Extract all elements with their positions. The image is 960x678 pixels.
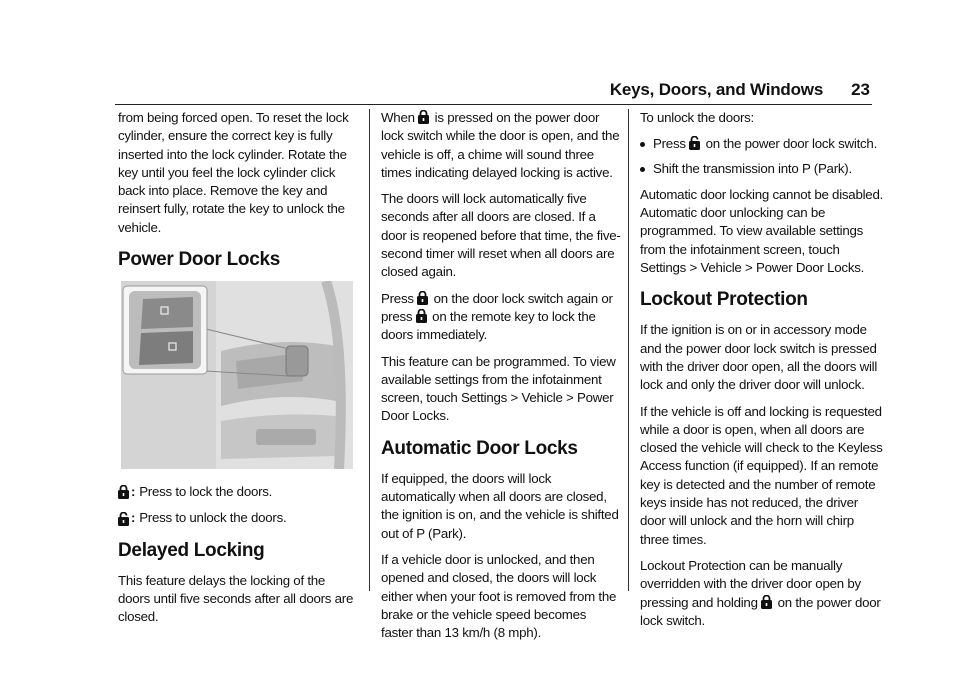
section-title: Keys, Doors, and Windows bbox=[609, 80, 824, 99]
heading-automatic-door-locks: Automatic Door Locks bbox=[381, 437, 578, 459]
paragraph: Automatic door locking cannot be disabled. Automatic door unlocking can be programmed. To view available settings from the infotainment screen, touch Settings > Vehicle > Power Door Locks. bbox=[640, 186, 884, 276]
text: on the power door lock switch. bbox=[640, 594, 881, 628]
paragraph: To unlock the doors: bbox=[640, 110, 755, 125]
header-rule bbox=[115, 104, 872, 105]
bullet-icon bbox=[640, 142, 645, 147]
bullet-icon bbox=[640, 167, 645, 172]
text: on the door lock switch again or press bbox=[381, 290, 613, 324]
heading-delayed-locking: Delayed Locking bbox=[118, 539, 265, 561]
column-1 bbox=[118, 109, 358, 635]
paragraph bbox=[381, 290, 621, 345]
paragraph: If equipped, the doors will lock automatically when all doors are closed, the ignition is on, and the vehicle is shifted out of P (Park). bbox=[381, 470, 619, 541]
text: Press bbox=[653, 136, 686, 152]
paragraph bbox=[640, 557, 885, 630]
text: Press bbox=[381, 290, 414, 306]
paragraph: If the ignition is on or in accessory mode and the power door lock switch is pressed with the driver door open, all the doors will lock and only the driver door will unlock. bbox=[640, 322, 878, 393]
text: Shift the transmission into P (Park). bbox=[653, 160, 852, 176]
door-lock-switch-illustration bbox=[121, 281, 353, 469]
lock-button-label bbox=[118, 483, 358, 501]
paragraph: from being forced open. To reset the lock cylinder, ensure the correct key is fully inserted into the lock cylinder. Rotate the key until you feel the lock cylinder click back into place. Remove the key and reinsert fully, rotate the key to unlock the vehicle. bbox=[118, 110, 349, 235]
paragraph: The doors will lock automatically five seconds after all doors are closed. If a door is reopened before that time, the five-second timer will reset when all doors are closed again. bbox=[381, 191, 621, 280]
column-2 bbox=[381, 109, 621, 650]
list-item bbox=[640, 160, 885, 178]
column-divider-1 bbox=[369, 109, 370, 591]
lock-icon bbox=[118, 485, 129, 499]
paragraph: If the vehicle is off and locking is requested while a door is open, when all doors are closed the vehicle will check to the Keyless Access function (if equipped). If an remote key is detected and the number of remote keys inside has not reduced, the driver door will unlock and the horn will chirp three times. bbox=[640, 403, 883, 547]
column-divider-2 bbox=[628, 109, 629, 591]
text: is pressed on the power door lock switch while the door is open, and the vehicle is off, a chime will sound three times indicating delayed locking is active. bbox=[381, 110, 620, 180]
text: Lockout Protection can be manually overridden with the driver door open by pressing and holding bbox=[640, 557, 861, 610]
text: on the remote key to lock the doors immediately. bbox=[381, 308, 596, 343]
text: When bbox=[381, 110, 415, 125]
lock-icon bbox=[417, 291, 428, 305]
lock-icon bbox=[418, 110, 429, 124]
text: on the power door lock switch. bbox=[705, 136, 878, 152]
unlock-description: Press to unlock the doors. bbox=[139, 510, 287, 526]
paragraph: If a vehicle door is unlocked, and then opened and closed, the doors will lock either when your foot is removed from the brake or the vehicle speed becomes faster than 13 km/h (8 mph). bbox=[381, 551, 617, 641]
paragraph: This feature delays the locking of the doors until five seconds after all doors are closed. bbox=[118, 572, 354, 625]
paragraph bbox=[381, 109, 621, 182]
colon: : bbox=[131, 484, 136, 500]
page-header bbox=[610, 80, 870, 100]
heading-power-door-locks: Power Door Locks bbox=[118, 249, 281, 271]
unlock-icon bbox=[118, 512, 129, 526]
list-item bbox=[640, 135, 885, 153]
paragraph: This feature can be programmed. To view available settings from the infotainment screen, touch Settings > Vehicle > Power Door Locks. bbox=[381, 353, 616, 424]
page-number: 23 bbox=[851, 80, 870, 99]
unlock-icon bbox=[689, 136, 700, 150]
lock-icon bbox=[761, 595, 772, 609]
unlock-button-label bbox=[118, 509, 358, 527]
lock-icon bbox=[416, 309, 427, 323]
heading-lockout-protection: Lockout Protection bbox=[640, 289, 808, 311]
column-3 bbox=[640, 109, 885, 638]
lock-description: Press to lock the doors. bbox=[139, 484, 273, 500]
colon: : bbox=[131, 510, 136, 526]
bullet-list bbox=[640, 135, 885, 178]
